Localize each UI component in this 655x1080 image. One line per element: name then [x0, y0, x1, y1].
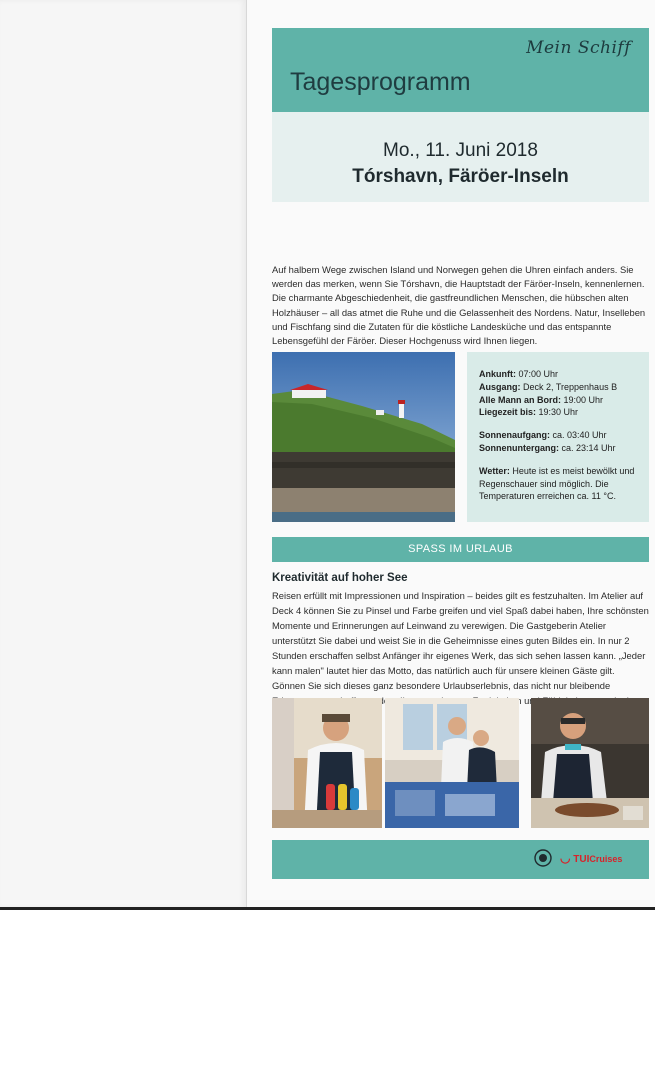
all-aboard-row: [479, 394, 644, 407]
page-title: Tagesprogramm: [290, 68, 471, 96]
weather-row: [479, 465, 644, 503]
painting-class-photo: [385, 698, 519, 828]
dock-time-row: [479, 406, 644, 419]
intro-paragraph: Auf halbem Wege zwischen Island und Norwegen gehen die Uhren einfach anders. Sie werden das merken, wenn Sie Tórshavn, die Hauptstadt der Färöer-Inseln, kennenlernen. Die charmante Abgeschiedenheit, die gastfreundlichen Menschen, die hübschen alten Holzhäuser – all das atmet die Ruhe und die Gelassenheit des Nordens. Natur, Inselleben und Fischfang sind die Zutaten für die köstliche Landesküche und das entspannte Lebensgefühl der Färöer. Dieser Hochgenuss wird Ihnen liegen.: [272, 264, 646, 347]
arrival-row: [479, 368, 644, 381]
weather-value: Heute ist es meist bewölkt und Regenschauer sind möglich. Die Temperaturen erreichen ca. 11 °C.: [479, 465, 635, 502]
sunrise-value: ca. 03:40 Uhr: [552, 430, 607, 441]
port-info-box: [467, 352, 649, 522]
left-blank-page: [0, 0, 247, 908]
dock-time-label: Liegezeit bis:: [479, 407, 537, 418]
location-text: Tórshavn, Färöer-Inseln: [352, 166, 569, 187]
footer-banner: [272, 840, 649, 879]
port-info-content: [479, 368, 644, 503]
section-banner: [272, 537, 649, 562]
brand-logo-text: Mein Schiff: [526, 38, 631, 58]
arrival-value: 07:00 Uhr: [518, 369, 559, 379]
tui-smile-icon: ◡: [560, 851, 571, 865]
painting-man-illustration: [272, 698, 382, 828]
tui-logo-sub: Cruises: [589, 854, 623, 864]
lighthouse-illustration: [272, 352, 455, 522]
painting-woman-photo: [531, 698, 649, 828]
article-heading: Kreativität auf hoher See: [272, 572, 408, 584]
section-title: SPASS IM URLAUB: [408, 543, 513, 555]
painting-woman-illustration: [531, 698, 649, 828]
header-banner: [272, 28, 649, 112]
seal-icon: [534, 849, 552, 867]
sunrise-row: [479, 429, 644, 442]
article-body: Reisen erfüllt mit Impressionen und Inspiration – beides gilt es festzuhalten. Im Atelier auf Deck 4 können Sie zu Pinsel und Farbe greifen und viel Spaß dabei haben, Ihre schönsten Momente und Erinnerungen auf Leinwand zu verewigen. Die Gastgeberin Atelier unterstützt Sie dabei und weist Sie in die Geheimnisse eines guten Bildes ein. In nur 2 Stunden erschaffen selbst Anfänger ihr eigenes Werk, das sich sehen lassen kann. „Jeder kann malen" lautet hier das Motto, das natürlich auch für unsere kleinen Gäste gilt. Gönnen Sie sich dieses ganz besondere Urlaubserlebnis, das nicht nur bleibende: [272, 590, 649, 691]
sunset-label: Sonnenuntergang:: [479, 442, 559, 453]
all-aboard-label: Alle Mann an Bord:: [479, 394, 562, 405]
painting-man-photo: [272, 698, 382, 828]
exit-label: Ausgang:: [479, 381, 521, 392]
weather-label: Wetter:: [479, 465, 510, 476]
sunset-value: ca. 23:14 Uhr: [561, 442, 616, 453]
exit-value: Deck 2, Treppenhaus B: [523, 381, 618, 392]
photo-strip: [272, 698, 649, 828]
tui-logo-text: TUI: [573, 854, 590, 865]
sunrise-label: Sonnenaufgang:: [479, 430, 550, 441]
dock-time-value: 19:30 Uhr: [538, 407, 579, 418]
all-aboard-value: 19:00 Uhr: [563, 394, 604, 405]
lighthouse-photo: [272, 352, 455, 522]
date-text: Mo., 11. Juni 2018: [383, 140, 538, 161]
tui-cruises-logo: [560, 851, 622, 865]
arrival-label: Ankunft:: [479, 369, 516, 379]
scan-edge-line: [0, 907, 655, 910]
date-location-box: [272, 112, 649, 202]
sunset-row: [479, 442, 644, 455]
exit-row: [479, 381, 644, 394]
painting-class-illustration: [385, 698, 519, 828]
